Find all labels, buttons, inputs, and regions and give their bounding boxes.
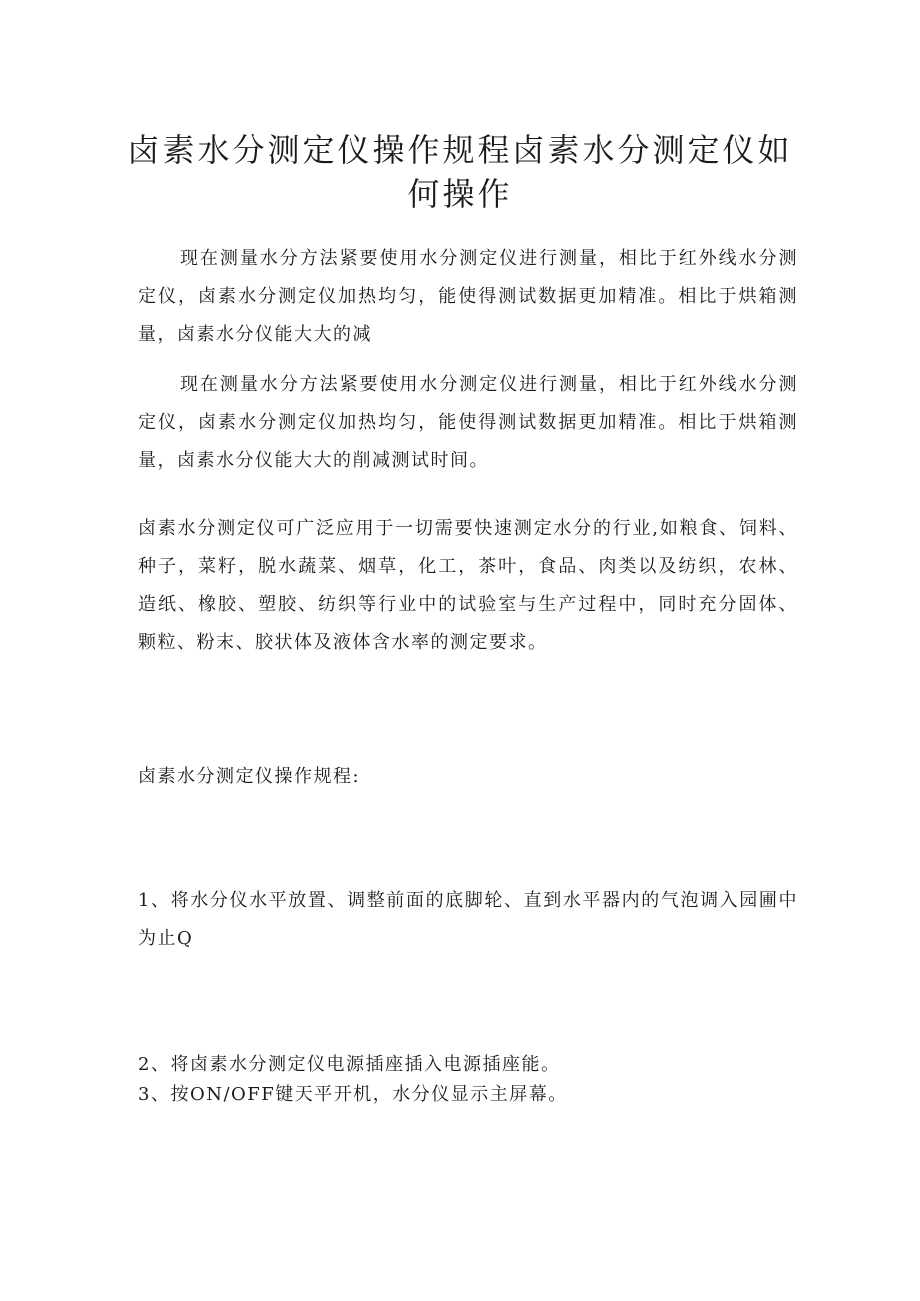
procedure-step-2: 2、将卤素水分测定仪电源插座插入电源插座能。 [138, 1054, 561, 1075]
intro-paragraph-repeat: 现在测量水分方法紧要使用水分测定仪进行测量，相比于红外线水分测定仪，卤素水分测定仪加热均匀，能使得测试数据更加精准。相比于烘箱测量，卤素水分仪能大大的削减测试时间。 [138, 374, 798, 471]
procedure-heading: 卤素水分测定仪操作规程: [138, 766, 361, 787]
document-title: 卤素水分测定仪操作规程卤素水分测定仪如何操作 [127, 131, 793, 213]
intro-paragraph: 现在测量水分方法紧要使用水分测定仪进行测量，相比于红外线水分测定仪，卤素水分测定仪加热均匀，能使得测试数据更加精准。相比于烘箱测量，卤素水分仪能大大的减 [138, 248, 798, 345]
application-paragraph: 卤素水分测定仪可广泛应用于一切需要快速测定水分的行业,如粮食、饲料、种子，菜籽，脱水蔬菜、烟草，化工，茶叶，食品、肉类以及纺织，农林、造纸、橡胶、塑胶、纺织等行业中的试验室与生产过程中，同时充分固体、颗粒、粉末、胶状体及液体含水率的测定要求。 [138, 518, 798, 653]
procedure-step-1: 1、将水分仪水平放置、调整前面的底脚轮、直到水平器内的气泡调入园圃中为止Q [138, 890, 798, 949]
procedure-step-3: 3、按ON/OFF键天平开机，水分仪显示主屏幕。 [138, 1084, 568, 1105]
